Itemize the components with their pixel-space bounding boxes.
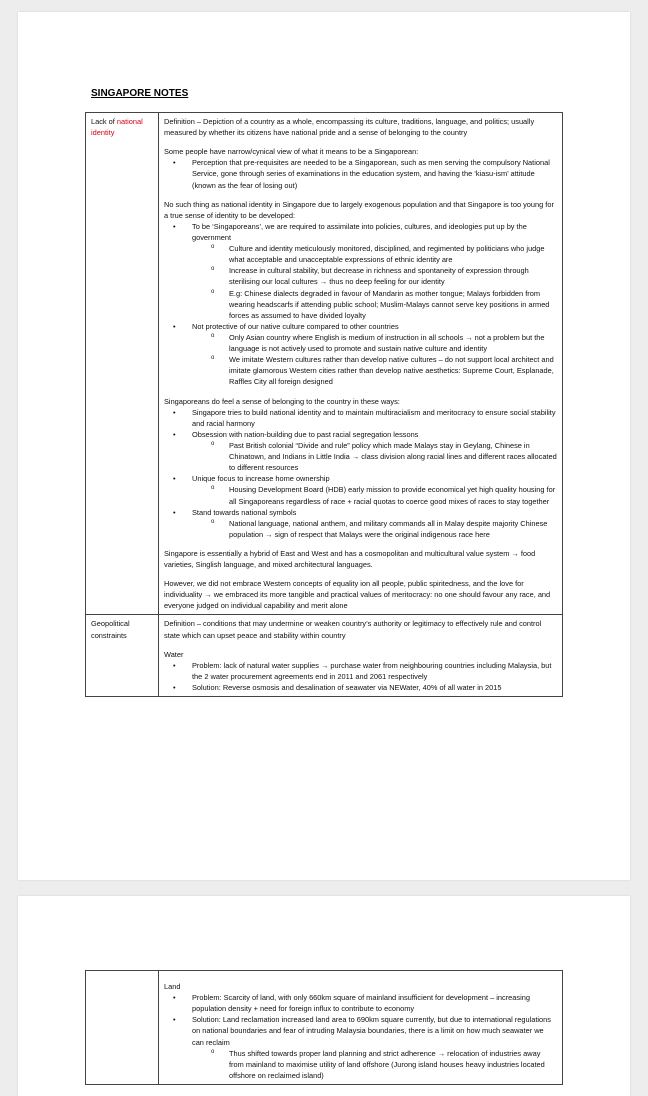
bullet-item bbox=[192, 429, 557, 473]
paragraph-text: Singapore is essentially a hybrid of East and West and has a cosmopolitan and multicultural value system → food varieties, Singlish language, and mixed architectural languages. bbox=[164, 548, 536, 570]
paragraph-text: However, we did not embrace Western concepts of equality ion all people, public spiritedness, and the love for individuality → we embraced its more tangible and practical values of meritocracy: no one should favour any race, and everyone judged on individual capability and merit alone bbox=[164, 579, 551, 611]
row-geopolitical-constraints bbox=[86, 615, 563, 697]
sub-bullet-item: o Culture and identity meticulously monitored, disciplined, and regimented by politicians who judge what acceptable and unacceptable expressions of ethnic identity are bbox=[229, 243, 557, 265]
row-national-identity bbox=[86, 113, 563, 615]
paragraph-text: Singaporeans do feel a sense of belonging to the country in these ways: bbox=[164, 396, 400, 406]
sub-bullet-item: o National language, national anthem, and military commands all in Malay despite majority Chinese population → sign of respect that Malays were the original indigenous race here bbox=[229, 518, 557, 540]
bullet-item bbox=[192, 507, 557, 540]
sub-bullet-item: o Increase in cultural stability, but decrease in richness and spontaneity of expression through sterilising our local cultures → thus no deep feeling for our identity bbox=[229, 265, 557, 287]
content-national-identity bbox=[159, 113, 563, 615]
topic-label-empty bbox=[86, 971, 159, 1085]
sub-bullet-item: o E.g: Chinese dialects degraded in favour of Mandarin as mother tongue; Malays forbidden from wearing headscarfs if attending public school; Muslim-Malays cannot serve key positions in armed forces as assumed to have divided loyalty bbox=[229, 288, 557, 321]
definition-text: Definition – Depiction of a country as a whole, encompassing its culture, traditions, language, and politics; usually measured by whether its citizens have national pride and a sense of belonging to the country bbox=[164, 117, 535, 138]
section-heading-water: Water bbox=[164, 649, 184, 659]
content-geopolitical bbox=[159, 615, 563, 697]
sub-bullet-list bbox=[192, 243, 557, 321]
bullet-text: Unique focus to increase home ownership bbox=[192, 474, 330, 484]
sub-bullet-list bbox=[192, 484, 557, 506]
row-land bbox=[86, 971, 563, 1085]
paragraph-text: Some people have narrow/cynical view of what it means to be a Singaporean: bbox=[164, 147, 419, 157]
bullet-text: Obsession with nation-building due to past racial segregation lessons bbox=[192, 429, 419, 439]
sub-bullet-list bbox=[192, 440, 557, 473]
document-title: SINGAPORE NOTES bbox=[91, 88, 189, 99]
sub-bullet-item: o We imitate Western cultures rather than develop native cultures – do not support local architect and imitate glamorous Western cities rather than develop native aesthetics: Supreme Court, Esplanade, Raffles City all foreign designed bbox=[229, 354, 557, 387]
sub-bullet-list bbox=[192, 518, 557, 540]
bullet-item bbox=[192, 1014, 557, 1081]
bullet-item: • Singapore tries to build national identity and to maintain multiracialism and meritocracy to ensure social stability and racial harmony bbox=[192, 407, 557, 429]
topic-label-national-identity bbox=[86, 113, 159, 615]
notes-table-continued bbox=[85, 970, 563, 1085]
bullet-list bbox=[164, 221, 557, 388]
bullet-text: Not protective of our native culture compared to other countries bbox=[192, 321, 399, 331]
topic-label-prefix: Lack of bbox=[91, 117, 117, 126]
definition-text: Definition – conditions that may undermine or weaken country’s authority or legitimacy to effectively rule and control state which can upset peace and stability within country bbox=[164, 619, 542, 640]
bullet-item bbox=[192, 221, 557, 321]
sub-bullet-item: o Housing Development Board (HDB) early mission to provide economical yet high quality housing for all Singaporeans regardless of race + racial quotas to coerce good mixes of races to stay together bbox=[229, 484, 557, 506]
document-page-2 bbox=[18, 896, 630, 1096]
section-heading-land: Land bbox=[164, 982, 181, 991]
bullet-item: • Perception that pre-requisites are needed to be a Singaporean, such as men serving the compulsory National Service, gone through series of examinations in the education system, and having the ‘kiasu-ism’ attitude (known as the fear of losing out) bbox=[192, 157, 557, 190]
sub-bullet-item: o Thus shifted towards proper land planning and strict adherence → relocation of industries away from mainland to maximise utility of land offshore (Jurong island houses heavy industries located offshore on reclaimed island) bbox=[229, 1048, 557, 1081]
sub-bullet-item: o Only Asian country where English is medium of instruction in all schools → not a problem but the language is not actively used to promote and sustain native culture and identity bbox=[229, 332, 557, 354]
bullet-text: Stand towards national symbols bbox=[192, 507, 297, 517]
bullet-item: • Problem: Scarcity of land, with only 660km square of mainland insufficient for development – increasing population density + need for foreign influx to contribute to economy bbox=[192, 992, 557, 1014]
bullet-item bbox=[192, 321, 557, 388]
bullet-list bbox=[164, 992, 557, 1081]
notes-table bbox=[85, 112, 563, 697]
bullet-list bbox=[164, 407, 557, 540]
sub-bullet-list bbox=[192, 332, 557, 388]
bullet-item: • Solution: Reverse osmosis and desalination of seawater via NEWater, 40% of all water in 2015 bbox=[192, 682, 557, 693]
bullet-item bbox=[192, 473, 557, 506]
bullet-text: Solution: Land reclamation increased land area to 690km square currently, but due to international regulations on national boundaries and fear of intruding Malaysia boundaries, there is a limit on how much seawater we can reclaim bbox=[192, 1015, 551, 1047]
bullet-list bbox=[164, 660, 557, 693]
bullet-list bbox=[164, 157, 557, 190]
topic-label-highlight: national identity bbox=[91, 117, 143, 138]
sub-bullet-item: o Past British colonial “Divide and rule” policy which made Malays stay in Geylang, Chinese in Chinatown, and Indians in Little India → class division along racial lines and different races allocated to different resources bbox=[229, 440, 557, 473]
paragraph-text: No such thing as national identity in Singapore due to largely exogenous population and that Singapore is too young for a true sense of identity to be developed: bbox=[164, 199, 554, 220]
document-page-1 bbox=[18, 12, 630, 880]
bullet-text: To be ‘Singaporeans’, we are required to assimilate into policies, cultures, and ideologies put up by the government bbox=[192, 221, 527, 242]
content-land bbox=[159, 971, 563, 1085]
bullet-item: • Problem: lack of natural water supplies → purchase water from neighbouring countries including Malaysia, but the 2 water procurement agreements end in 2011 and 2061 respectively bbox=[192, 660, 557, 682]
topic-label-geopolitical: Geopolitical constraints bbox=[86, 615, 159, 697]
sub-bullet-list bbox=[192, 1048, 557, 1081]
